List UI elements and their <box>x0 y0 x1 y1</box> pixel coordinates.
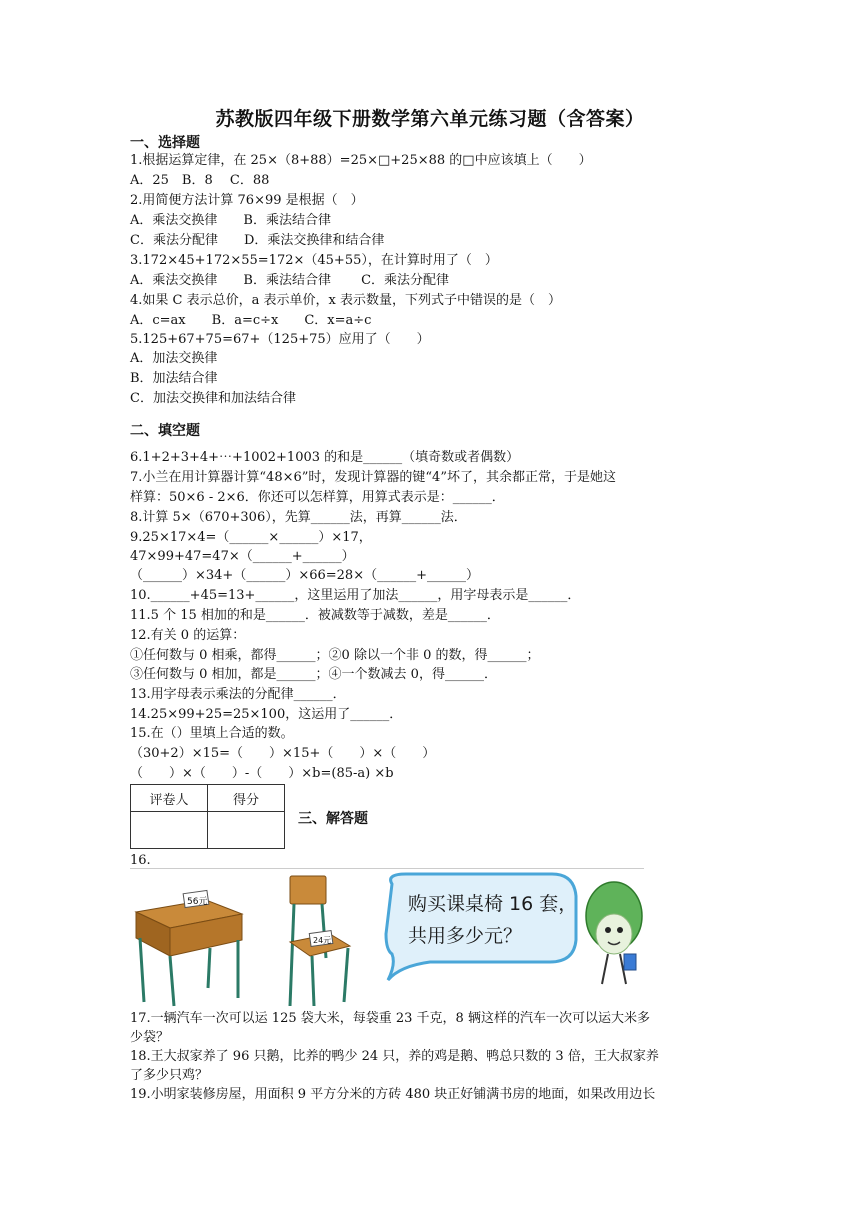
question-9: 9.25×17×4=（______×______）×17， <box>130 530 372 545</box>
speech-bubble <box>386 874 577 980</box>
chair-price-tag: 24元 <box>313 936 332 945</box>
question-9-line3: （______）×34+（______）×66=28×（______+______） <box>130 568 479 583</box>
divider <box>130 868 644 869</box>
bubble-line-2: 共用多少元？ <box>408 925 523 947</box>
question-16-illustration <box>130 870 650 1010</box>
question-5-option-c: C．加法交换律和加法结合律 <box>130 391 296 406</box>
question-1: 1.根据运算定律，在 25×（8+88）=25×□+25×88 的□中应该填上（ ） <box>130 153 592 168</box>
question-18: 18.王大叔家养了 96 只鹅，比养的鸭少 24 只，养的鸡是鹅、鸭总只数的 3 倍，王大叔家养 <box>130 1049 659 1064</box>
question-12: 12.有关 0 的运算： <box>130 628 246 643</box>
question-3: 3.172×45+172×55=172×（45+55），在计算时用了（ ） <box>130 253 498 268</box>
question-2-options-a: A．乘法交换律 B．乘法结合律 <box>130 213 331 228</box>
question-10: 10.______+45=13+______，这里运用了加法______，用字母表示是______． <box>130 588 581 603</box>
question-6: 6.1+2+3+4+⋯+1002+1003 的和是______（填奇数或者偶数） <box>130 450 520 465</box>
question-2-options-b: C．乘法分配律 D．乘法交换律和结合律 <box>130 233 385 248</box>
section-heading-choice: 一、选择题 <box>130 135 200 151</box>
desk-image <box>136 890 242 1006</box>
question-15-line2: （30+2）×15=（ ）×15+（ ）×（ ） <box>130 746 436 761</box>
question-15-line3: （ ）×（ ）-（ ）×b=(85-a) ×b <box>130 766 394 781</box>
grader-cell <box>131 812 208 849</box>
chair-image <box>290 876 350 1006</box>
question-4-options: A．c=ax B．a=c÷x C．x=a÷c <box>130 313 372 328</box>
question-11: 11.5 个 15 相加的和是______．被减数等于减数，差是______． <box>130 608 500 623</box>
question-5: 5.125+67+75=67+（125+75）应用了（ ） <box>130 332 430 347</box>
question-14: 14.25×99+25=25×100，这运用了______． <box>130 707 403 722</box>
question-12-line2: ①任何数与 0 相乘，都得______；②0 除以一个非 0 的数，得______； <box>130 648 540 663</box>
question-17-cont: 少袋？ <box>130 1030 170 1045</box>
score-table-header-score: 得分 <box>208 785 285 812</box>
question-17: 17.一辆汽车一次可以运 125 袋大米，每袋重 23 千克，8 辆这样的汽车一次可以运大米多 <box>130 1011 650 1026</box>
section-heading-fill: 二、填空题 <box>130 423 200 439</box>
question-8: 8.计算 5×（670+306），先算______法，再算______法． <box>130 510 467 525</box>
question-19: 19.小明家装修房屋，用面积 9 平方分米的方砖 480 块正好铺满书房的地面，如果改用边长 <box>130 1087 656 1102</box>
question-2: 2.用简便方法计算 76×99 是根据（ ） <box>130 193 364 208</box>
question-13: 13.用字母表示乘法的分配律______． <box>130 687 346 702</box>
question-4: 4.如果 C 表示总价，a 表示单价，x 表示数量，下列式子中错误的是（ ） <box>130 293 561 308</box>
score-table-header-grader: 评卷人 <box>131 785 208 812</box>
question-5-option-b: B．加法结合律 <box>130 371 218 386</box>
question-16: 16. <box>130 853 151 868</box>
cabbage-mascot-icon <box>586 882 642 984</box>
question-15: 15.在（）里填上合适的数。 <box>130 726 294 741</box>
question-1-options: A．25 B．8 C．88 <box>130 173 270 188</box>
score-table <box>130 784 285 849</box>
question-12-line3: ③任何数与 0 相加，都是______；④一个数减去 0，得______． <box>130 667 497 682</box>
question-9-line2: 47×99+47=47×（______+______） <box>130 549 355 564</box>
question-7-cont: 样算：50×6 - 2×6．你还可以怎样算，用算式表示是：______． <box>130 490 505 505</box>
page-title: 苏教版四年级下册数学第六单元练习题（含答案） <box>215 108 645 130</box>
question-5-option-a: A．加法交换律 <box>130 351 218 366</box>
question-18-cont: 了多少只鸡？ <box>130 1068 209 1083</box>
desk-price-tag: 56元 <box>187 897 208 907</box>
section-heading-solve: 三、解答题 <box>298 811 368 827</box>
question-3-options: A．乘法交换律 B．乘法结合律 C．乘法分配律 <box>130 273 450 288</box>
question-7: 7.小兰在用计算器计算“48×6”时，发现计算器的键“4”坏了，其余都正常，于是她这 <box>130 470 616 485</box>
score-cell <box>208 812 285 849</box>
bubble-line-1: 购买课桌椅 16 套， <box>408 893 578 915</box>
